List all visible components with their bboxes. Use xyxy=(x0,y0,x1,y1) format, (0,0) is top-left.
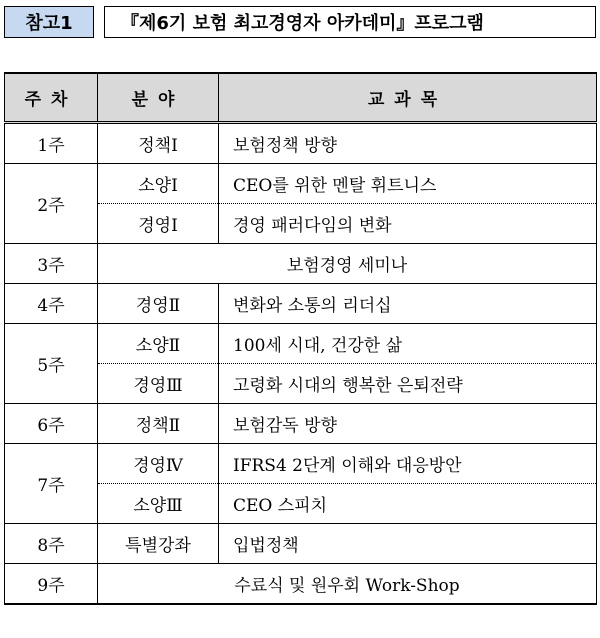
header xyxy=(4,6,596,40)
field-cell: 경영Ⅱ xyxy=(98,284,219,324)
table-row xyxy=(5,244,597,284)
table-row xyxy=(5,123,597,164)
column-header-week: 주차 xyxy=(5,73,98,123)
table-row xyxy=(5,524,597,564)
subject-cell: 고령화 시대의 행복한 은퇴전략 xyxy=(219,364,597,404)
week-cell: 9주 xyxy=(5,564,98,605)
page-title: 『제6기 보험 최고경영자 아카데미』프로그램 xyxy=(104,6,596,38)
subject-cell: 보험감독 방향 xyxy=(219,404,597,444)
field-cell: 소양Ⅱ xyxy=(98,324,219,364)
week-cell: 3주 xyxy=(5,244,98,284)
subject-cell: 변화와 소통의 리더십 xyxy=(219,284,597,324)
field-cell: 정책Ⅱ xyxy=(98,404,219,444)
week-cell: 4주 xyxy=(5,284,98,324)
field-cell: 경영Ⅰ xyxy=(98,204,219,244)
field-cell: 경영Ⅳ xyxy=(98,444,219,484)
field-cell: 소양Ⅰ xyxy=(98,164,219,204)
field-cell: 경영Ⅲ xyxy=(98,364,219,404)
field-cell: 정책Ⅰ xyxy=(98,123,219,164)
table-row xyxy=(5,564,597,605)
program-table xyxy=(4,72,597,605)
table-row xyxy=(5,404,597,444)
subject-cell: 보험경영 세미나 xyxy=(98,244,597,284)
subject-cell: IFRS4 2단계 이해와 대응방안 xyxy=(219,444,597,484)
field-cell: 소양Ⅲ xyxy=(98,484,219,524)
column-header-field: 분야 xyxy=(98,73,219,123)
table-header-row xyxy=(5,73,597,123)
reference-badge: 참고1 xyxy=(4,6,94,38)
subject-cell: CEO를 위한 멘탈 휘트니스 xyxy=(219,164,597,204)
week-cell: 1주 xyxy=(5,123,98,164)
table-row xyxy=(5,284,597,324)
subject-cell: 수료식 및 원우회 Work-Shop xyxy=(98,564,597,605)
column-header-subject: 교과목 xyxy=(219,73,597,123)
week-cell: 5주 xyxy=(5,324,98,404)
subject-cell: 입법정책 xyxy=(219,524,597,564)
subject-cell: 보험정책 방향 xyxy=(219,123,597,164)
subject-cell: 경영 패러다임의 변화 xyxy=(219,204,597,244)
week-cell: 2주 xyxy=(5,164,98,244)
week-cell: 7주 xyxy=(5,444,98,524)
subject-cell: CEO 스피치 xyxy=(219,484,597,524)
table-row xyxy=(5,444,597,484)
subject-cell: 100세 시대, 건강한 삶 xyxy=(219,324,597,364)
field-cell: 특별강좌 xyxy=(98,524,219,564)
week-cell: 6주 xyxy=(5,404,98,444)
table-row xyxy=(5,324,597,364)
table-row xyxy=(5,164,597,204)
week-cell: 8주 xyxy=(5,524,98,564)
